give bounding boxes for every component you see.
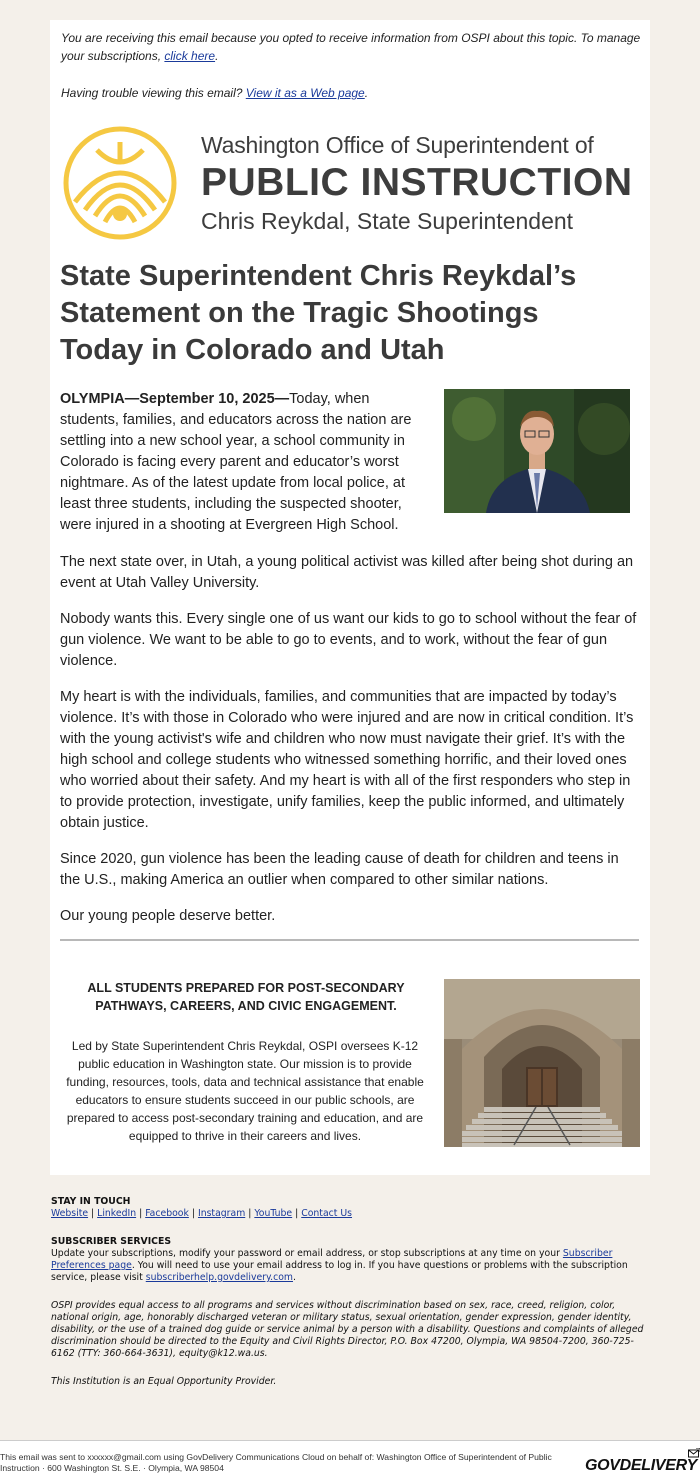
facebook-link[interactable]: Facebook (145, 1208, 189, 1219)
article-paragraph-3: Nobody wants this. Every single one of us want our kids to go to school without the fear of gun violence. We want to be able to go to events, and to work, without the fear of gun violence. (60, 611, 637, 669)
equal-access-statement: OSPI provides equal access to all programs and services without discrimination based on sex, race, creed, religion, color, national origin, age, honorably discharged veteran or military status, sexual orientation, gender expression, gender identity, disability, or the use of a trained dog guide or service animal by a person with a disability. Questions and complaints of alleged discrimination should be directed to the Equity and Civil Rights Director, P.O. Box 47200, Olympia, WA 98504-7200, 360-725-6162 (TTY: 360-664-3631), equity@k12.wa.us. (51, 1300, 644, 1359)
subscription-notice: You are receiving this email because you opted to receive information from OSPI about this topic. To manage your subscriptions, click here. (61, 31, 641, 63)
instagram-link[interactable]: Instagram (197, 1208, 246, 1219)
link-separator: | (91, 1208, 95, 1219)
article-title: State Superintendent Chris Reykdal’s Statement on the Tragic Shootings Today in Colorado and Utah (60, 260, 577, 366)
delivery-note: This email was sent to xxxxxx@gmail.com using GovDelivery Communications Cloud on behalf of: Washington Office of Superintendent of Public Instruction · 600 Washington St. S.E. · Olympia, WA 98504 (0, 1452, 552, 1473)
govdelivery-logo[interactable]: GOVDELIVERY (585, 1457, 697, 1474)
link-separator: | (295, 1208, 299, 1219)
article-paragraph-4: My heart is with the individuals, families, and communities that are impacted by today’s violence. It’s with those in Colorado who were injured and are now in critical condition. It’s with the young activist's wife and children who now must navigate their grief. It’s with the high school and college students who witnessed something horrific, and their loved ones who worried about their safety. And my heart is with all of the first responders who step in to provide protection, investigate, unify families, keep the public informed, and ultimately obtain justice. (60, 689, 634, 831)
superintendent-photo (444, 389, 630, 513)
mission-statement: Led by State Superintendent Chris Reykdal, OSPI oversees K-12 public education in Washington state. Our mission is to provide funding, resources, tools, data and technical assistance that enable educators to ensure students succeed in our public schools, are prepared to access post-secondary training and education, and are equipped to thrive in their careers and lives. (66, 1039, 424, 1143)
article-paragraph-2: The next state over, in Utah, a young political activist was killed after being shot during an event at Utah Valley University. (60, 554, 634, 591)
sun-rays-emblem-icon (61, 124, 179, 242)
article-paragraph-1: OLYMPIA—September 10, 2025—Today, when students, families, and educators across the nation are settling into a new school year, a school community in Colorado is facing every parent and educator’s worst nightmare. As of the latest update from local police, at least three students, including the suspected shooter, were injured in a shooting at Evergreen High School. (60, 391, 412, 533)
logo-line-office: Washington Office of Superintendent of (201, 132, 594, 158)
web-view-notice: Having trouble viewing this email? View it as a Web page. (61, 86, 369, 100)
logo-line-superintendent: Chris Reykdal, State Superintendent (201, 208, 574, 234)
linkedin-link[interactable]: LinkedIn (97, 1208, 137, 1219)
subscriber-services-heading: SUBSCRIBER SERVICES (51, 1236, 172, 1247)
logo-wordmark (201, 130, 641, 236)
link-separator: | (248, 1208, 252, 1219)
subscriber-help-link[interactable]: subscriberhelp.govdelivery.com (145, 1272, 293, 1283)
mission-heading: ALL STUDENTS PREPARED FOR POST-SECONDARY PATHWAYS, CAREERS, AND CIVIC ENGAGEMENT. (87, 981, 405, 1013)
article-paragraph-6: Our young people deserve better. (60, 908, 276, 924)
email-footer (51, 1196, 651, 1388)
youtube-link[interactable]: YouTube (254, 1208, 293, 1219)
stay-in-touch-heading: STAY IN TOUCH (51, 1196, 131, 1207)
link-separator: | (139, 1208, 143, 1219)
building-photo (444, 979, 640, 1147)
subscriber-preferences-link[interactable]: Subscriber Preferences page (51, 1248, 613, 1271)
article-paragraph-5: Since 2020, gun violence has been the leading cause of death for children and teens in the U.S., making America an outlier when compared to other similar nations. (60, 851, 619, 888)
manage-subscriptions-link[interactable]: click here (164, 49, 216, 63)
view-web-page-link[interactable]: View it as a Web page (245, 86, 365, 100)
equal-opportunity-statement: This Institution is an Equal Opportunity Provider. (51, 1376, 277, 1387)
website-link[interactable]: Website (51, 1208, 89, 1219)
email-card (50, 20, 650, 1175)
link-separator: | (191, 1208, 195, 1219)
portrait-image (444, 389, 630, 513)
building-entrance-image (444, 979, 640, 1147)
envelope-arrow-icon (688, 1448, 700, 1458)
social-links (51, 1208, 651, 1220)
preheader (61, 29, 641, 100)
logo-line-agency: PUBLIC INSTRUCTION (201, 161, 633, 204)
article-lead (60, 389, 425, 536)
section-divider (60, 939, 639, 941)
dateline: OLYMPIA—September 10, 2025— (60, 391, 290, 407)
subscriber-services-text: Update your subscriptions, modify your password or email address, or stop subscriptions at any time on your Subscriber Preferences page. You will need to use your email address to log in. If you have questions or problems with the subscription service, please visit subscriberhelp.govdelivery.com. (51, 1248, 628, 1283)
ospi-logo (61, 124, 641, 244)
contact-us-link[interactable]: Contact Us (301, 1208, 353, 1219)
